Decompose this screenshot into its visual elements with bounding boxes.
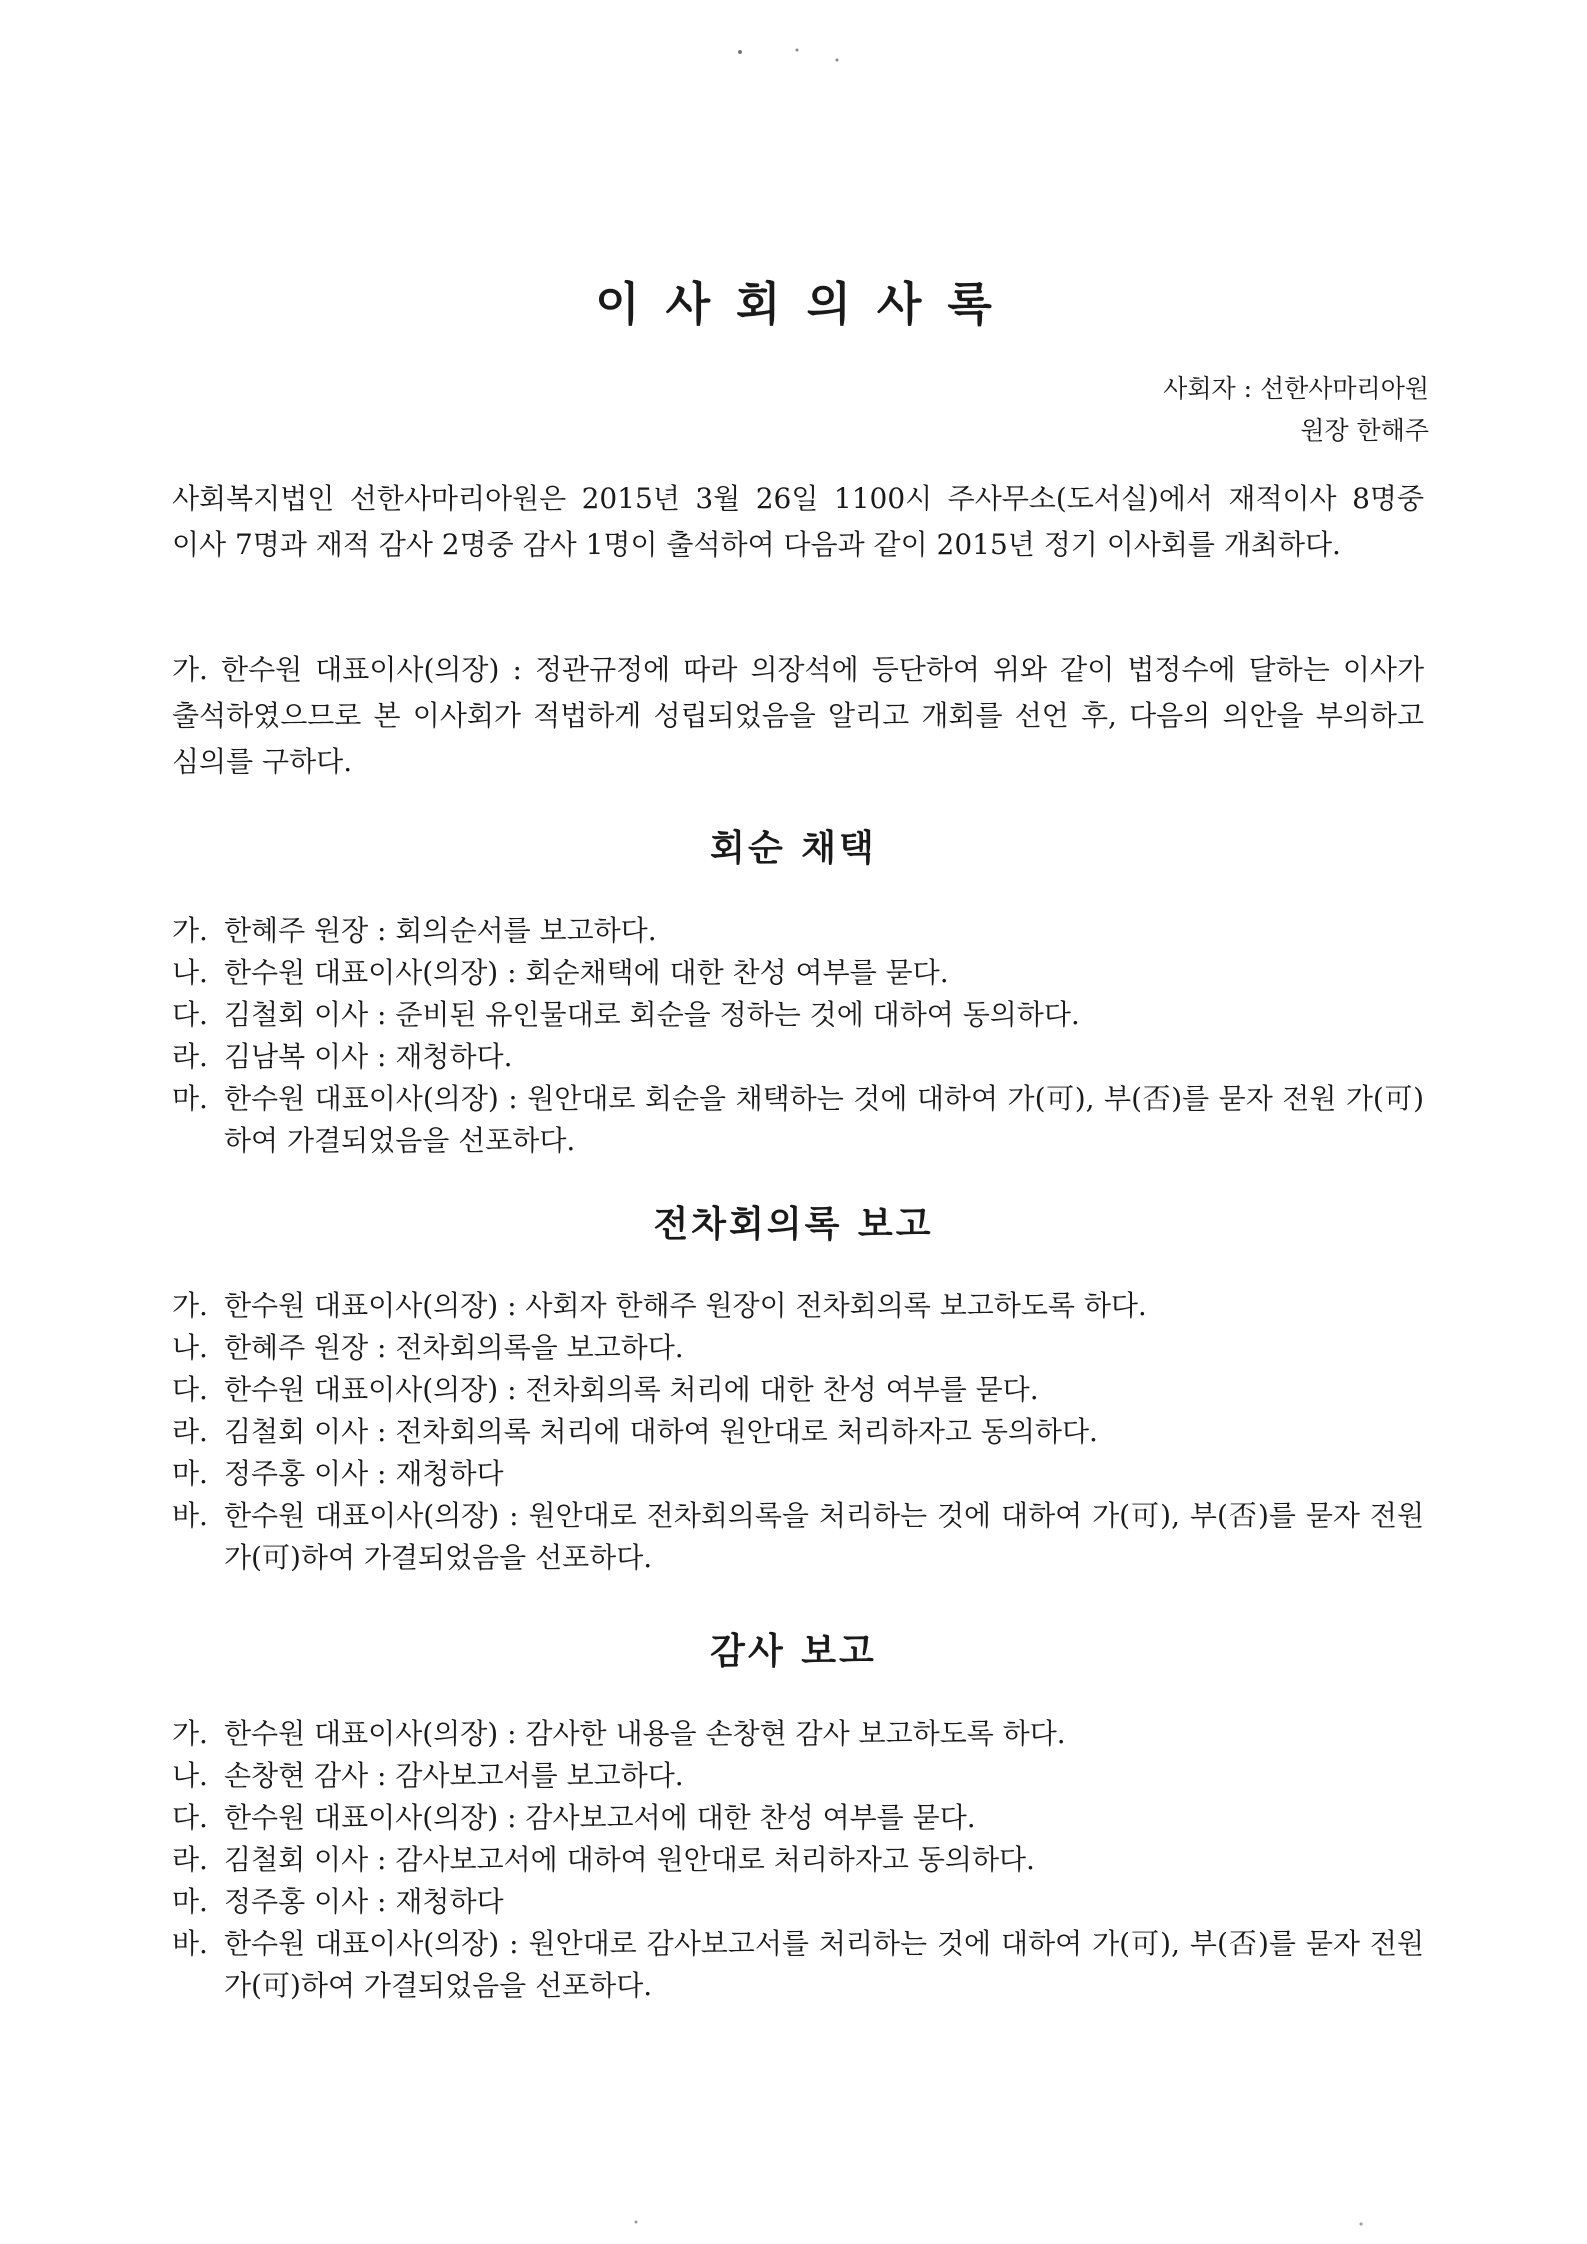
list-item	[172, 1411, 1424, 1453]
item-marker: 나.	[172, 1331, 208, 1364]
item-text: 정주홍 이사 : 재청하다	[224, 1885, 504, 1918]
list-item	[172, 1369, 1424, 1411]
item-marker: 가.	[172, 1717, 208, 1750]
item-marker: 라.	[172, 1415, 208, 1448]
item-marker: 가.	[172, 1289, 208, 1322]
item-marker: 다.	[172, 998, 208, 1031]
intro-paragraph: 사회복지법인 선한사마리아원은 2015년 3월 26일 1100시 주사무소(도서실)에서 재적이사 8명중 이사 7명과 재적 감사 2명중 감사 1명이 출석하여 다음과 같이 2015년 정기 이사회를 개최하다.	[172, 482, 1424, 561]
item-text: 한수원 대표이사(의장) : 회순채택에 대한 찬성 여부를 묻다.	[224, 956, 949, 989]
item-text: 김남복 이사 : 재청하다.	[224, 1040, 513, 1073]
list-item	[172, 1036, 1424, 1078]
item-text: 김철회 이사 : 준비된 유인물대로 회순을 정하는 것에 대하여 동의하다.	[224, 998, 1080, 1031]
list-item	[172, 1881, 1424, 1923]
section-title-audit-report: 감사 보고	[710, 1630, 877, 1672]
item-text: 한수원 대표이사(의장) : 원안대로 전차회의록을 처리하는 것에 대하여 가(可), 부(否)를 묻자 전원 가(可)하여 가결되었음을 선포하다.	[224, 1499, 1424, 1574]
item-text: 한수원 대표이사(의장) : 전차회의록 처리에 대한 찬성 여부를 묻다.	[224, 1373, 1039, 1406]
section-title-previous-minutes: 전차회의록 보고	[653, 1203, 934, 1245]
item-marker: 마.	[172, 1457, 208, 1490]
presenter-block	[1163, 368, 1429, 452]
section-previous-minutes-list	[172, 1285, 1424, 1579]
item-marker: 바.	[172, 1927, 208, 1960]
item-text: 한수원 대표이사(의장) : 감사보고서에 대한 찬성 여부를 묻다.	[224, 1801, 976, 1834]
presenter-line-1: 사회자 : 선한사마리아원	[1163, 374, 1429, 403]
list-item	[172, 1078, 1424, 1162]
list-item	[172, 1285, 1424, 1327]
item-marker: 라.	[172, 1843, 208, 1876]
list-item	[172, 1327, 1424, 1369]
item-text: 김철회 이사 : 감사보고서에 대하여 원안대로 처리하자고 동의하다.	[224, 1843, 1035, 1876]
list-item	[172, 1923, 1424, 2007]
list-item	[172, 1713, 1424, 1755]
list-item	[172, 1755, 1424, 1797]
list-item	[172, 1495, 1424, 1579]
item-text: 한수원 대표이사(의장) : 사회자 한해주 원장이 전차회의록 보고하도록 하다.	[224, 1289, 1147, 1322]
item-marker: 나.	[172, 1759, 208, 1792]
item-marker: 다.	[172, 1373, 208, 1406]
item-text: 한수원 대표이사(의장) : 원안대로 감사보고서를 처리하는 것에 대하여 가(可), 부(否)를 묻자 전원 가(可)하여 가결되었음을 선포하다.	[224, 1927, 1424, 2002]
opening-paragraph: 가. 한수원 대표이사(의장) : 정관규정에 따라 의장석에 등단하여 위와 같이 법정수에 달하는 이사가 출석하였으므로 본 이사회가 적법하게 성립되었음을 알리고 개회를 선언 후, 다음의 의안을 부의하고 심의를 구하다.	[172, 653, 1424, 778]
item-marker: 마.	[172, 1082, 208, 1115]
list-item	[172, 910, 1424, 952]
list-item	[172, 952, 1424, 994]
section-title-agenda: 회순 채택	[710, 827, 877, 869]
item-text: 김철회 이사 : 전차회의록 처리에 대하여 원안대로 처리하자고 동의하다.	[224, 1415, 1098, 1448]
presenter-line-2: 원장 한해주	[1300, 416, 1429, 445]
item-marker: 마.	[172, 1885, 208, 1918]
list-item	[172, 1453, 1424, 1495]
item-marker: 나.	[172, 956, 208, 989]
item-marker: 라.	[172, 1040, 208, 1073]
section-audit-report-list	[172, 1713, 1424, 2007]
item-text: 한혜주 원장 : 전차회의록을 보고하다.	[224, 1331, 684, 1364]
document-title: 이사회의사록	[595, 277, 1018, 331]
item-marker: 바.	[172, 1499, 208, 1532]
item-text: 한수원 대표이사(의장) : 원안대로 회순을 채택하는 것에 대하여 가(可), 부(否)를 묻자 전원 가(可)하여 가결되었음을 선포하다.	[224, 1082, 1424, 1157]
item-text: 한수원 대표이사(의장) : 감사한 내용을 손창현 감사 보고하도록 하다.	[224, 1717, 1066, 1750]
item-text: 정주홍 이사 : 재청하다	[224, 1457, 504, 1490]
list-item	[172, 994, 1424, 1036]
list-item	[172, 1839, 1424, 1881]
section-agenda-list	[172, 910, 1424, 1162]
list-item	[172, 1797, 1424, 1839]
item-text: 한혜주 원장 : 회의순서를 보고하다.	[224, 914, 657, 947]
item-marker: 가.	[172, 914, 208, 947]
item-text: 손창현 감사 : 감사보고서를 보고하다.	[224, 1759, 684, 1792]
item-marker: 다.	[172, 1801, 208, 1834]
